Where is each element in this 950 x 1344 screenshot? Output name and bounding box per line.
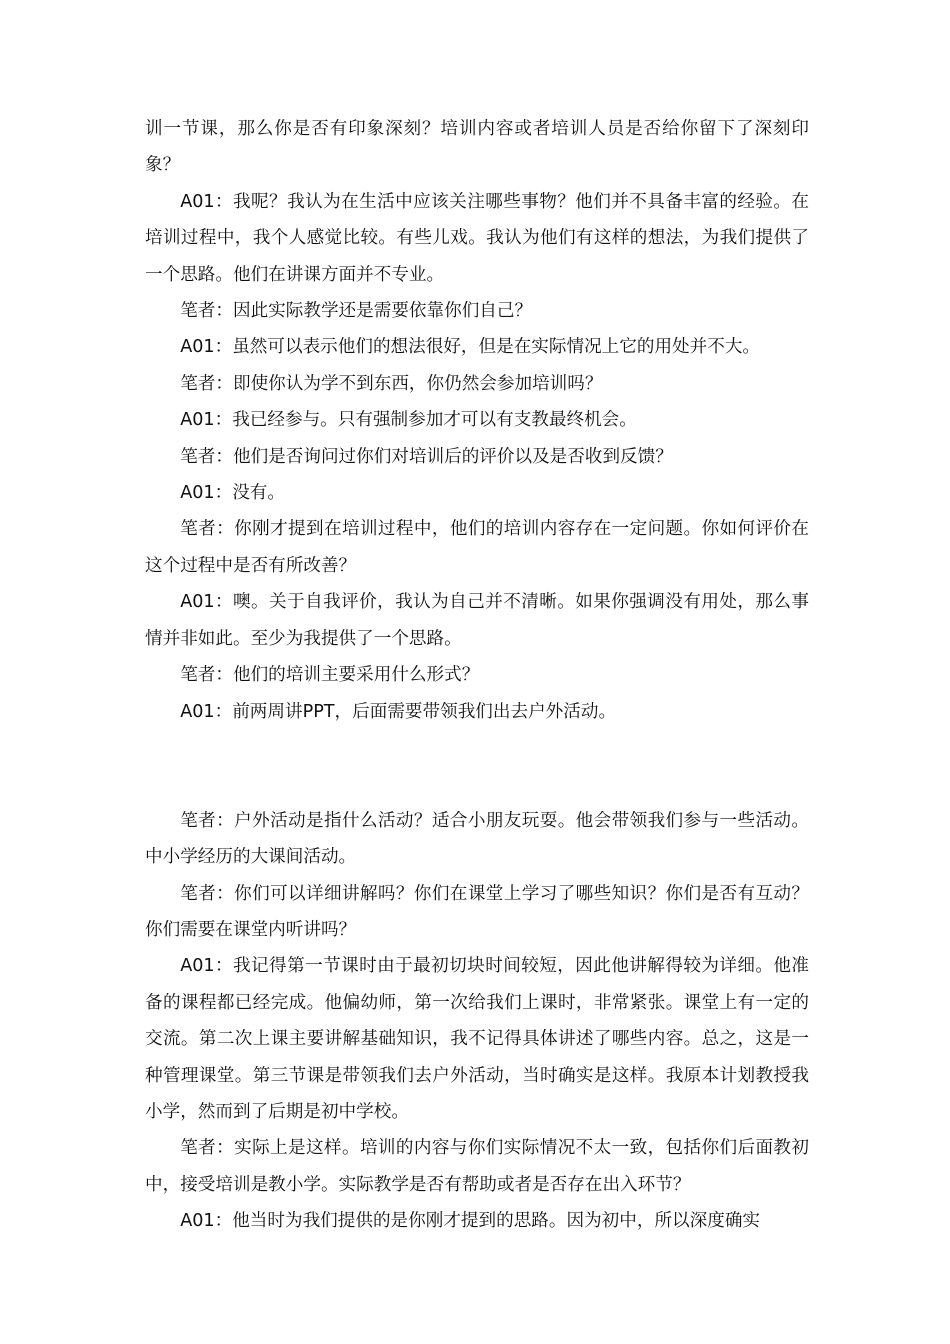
document-body [145, 111, 809, 1240]
paragraph-author-question: 笔者：实际上是这样。培训的内容与你们实际情况不太一致，包括你们后面教初中，接受培训是教小学。实际教学是否有帮助或者是否存在出入环节？ [145, 1138, 809, 1195]
blank-gap [145, 730, 809, 803]
paragraph-a01-answer: A01：虽然可以表示他们的想法很好，但是在实际情况上它的用处并不大。 [180, 337, 761, 358]
paragraph-continued: 训一节课，那么你是否有印象深刻？培训内容或者培训人员是否给你留下了深刻印象？ [145, 119, 809, 176]
paragraph-author-question: 笔者：他们的培训主要采用什么形式？ [180, 665, 480, 686]
paragraph-author-question: 笔者：你刚才提到在培训过程中，他们的培训内容存在一定问题。你如何评价在这个过程中是否有所改善？ [145, 519, 809, 576]
paragraph-a01-answer: A01：噢。关于自我评价，我认为自己并不清晰。如果你强调没有用处，那么事情并非如此。至少为我提供了一个思路。 [145, 592, 809, 649]
paragraph-author-question: 笔者：你们可以详细讲解吗？你们在课堂上学习了哪些知识？你们是否有互动？你们需要在课堂内听讲吗？ [145, 883, 809, 940]
paragraph-author-question: 笔者：因此实际教学还是需要依靠你们自己？ [180, 301, 533, 322]
paragraph-author-question: 笔者：户外活动是指什么活动？适合小朋友玩耍。他会带领我们参与一些活动。中小学经历的大课间活动。 [145, 810, 809, 868]
paragraph-a01-answer: A01：没有。 [180, 483, 285, 504]
paragraph-author-question: 笔者：即使你认为学不到东西，你仍然会参加培训吗？ [180, 373, 603, 394]
paragraph-a01-answer: A01：我呢？我认为在生活中应该关注哪些事物？他们并不具备丰富的经验。在培训过程中，我个人感觉比较。有些儿戏。我认为他们有这样的想法，为我们提供了一个思路。他们在讲课方面并不专业。 [145, 191, 809, 285]
paragraph-a01-answer: A01：我已经参与。只有强制参加才可以有支教最终机会。 [180, 410, 637, 431]
paragraph-author-question: 笔者：他们是否询问过你们对培训后的评价以及是否收到反馈？ [180, 446, 673, 467]
paragraph-a01-answer: A01：我记得第一节课时由于最初切块时间较短，因此他讲解得较为详细。他准备的课程都已经完成。他偏幼师，第一次给我们上课时，非常紧张。课堂上有一定的交流。第二次上课主要讲解基础知识，我不记得具体讲述了哪些内容。总之，这是一种管理课堂。第三节课是带领我们去户外活动，当时确实是这样。我原本计划教授我小学，然而到了后期是初中学校。 [145, 956, 809, 1122]
paragraph-a01-answer: A01：他当时为我们提供的是你刚才提到的思路。因为初中，所以深度确实 [180, 1211, 761, 1232]
paragraph-a01-answer: A01：前两周讲PPT，后面需要带领我们出去户外活动。 [180, 701, 617, 722]
